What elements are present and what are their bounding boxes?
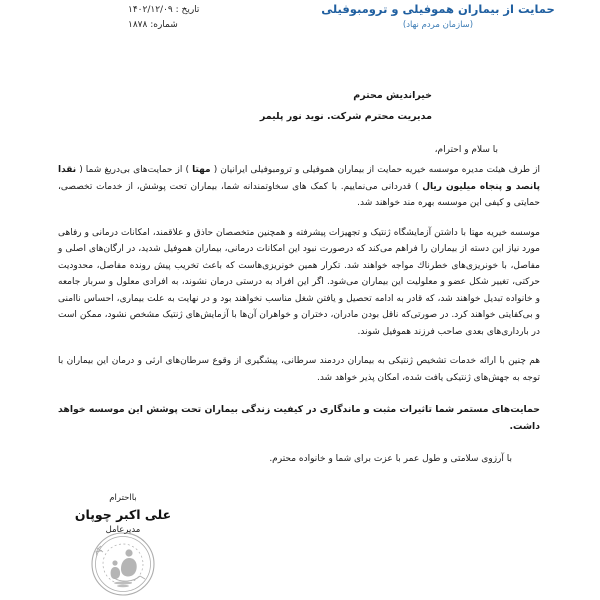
paragraph-one-segment-1: از طرف هیئت مدیره موسسه خیریه حمایت از بیماران هموفیلی و ترومبوفیلی ایرانیان (	[210, 165, 540, 175]
paragraph-three: هم چنین با ارائه خدمات تشخیص ژنتیکی به بیماران دردمند سرطانی، پیشگیری از وقوع سرطان‌های ارثی و درمان این بیماران با توجه به جهش‌های ژنتیکی یافت شده، امکان پذیر خواهد شد.	[58, 356, 540, 383]
highlight-statement: حمایت‌های مستمر شما تاثیرات مثبت و ماندگاری در کیفیت زندگی بیماران تحت پوشش این موسسه خواهد داشت.	[58, 404, 540, 432]
letter-body	[58, 86, 540, 468]
organization-subtitle: (سازمان مردم نهاد)	[402, 20, 474, 30]
signature-role: مدیرعامل	[105, 525, 141, 535]
paragraph-one-segment-2: ) از حمایت‌های بی‌دریغ شما (	[76, 165, 193, 175]
paragraph-one-segment-3: ) قدردانی می‌نماییم. با کمک های سخاوتمندانه شما، بیماران تحت پوشش، از خدمات تخصصی، حمایتی و کیفی این موسسه بهره مند خواهند شد.	[58, 181, 540, 208]
paragraph-two: موسسه خیریه مهتا با داشتن آزمایشگاه ژنتیک و تجهیزات پیشرفته و همچنین متخصصان حاذق و علاقمند، امکانات درمانی و رفاهی مورد نیاز این دسته از بیماران را فراهم می‌کند که درصورت نبود این امکانات درمانی، بیماران هموفیل شدید، در ارگان‌های اصلی و مفاصل، با خونریزی‌های خطرناك مواجه خواهند شد. تکرار همین خونریزی‌هاست که باعث تخریب پیش رونده مفاصل، محدودیت حرکتی، تغییر شکل عضو و معلولیت این بیماران می‌شود. اگر این افراد به درستی درمان نشوند، به افرادی معلول و سربار جامعه و خانواده تبدیل خواهند شد، که قادر به ادامه تحصیل و یافتن شغل مناسب نخواهند بود و در نهایت به علت بیماری، احساس ناامنی و بی‌کفایتی خواهند کرد. در صورتی‌که ناقل بودن مادران، دختران و خواهران آن‌ها با آزمایش‌های ژنتیک مشخص نشود، ممکن است در بارداری‌های بعدی صاحب فرزند هموفیل شوند.	[58, 227, 540, 337]
paragraph-one	[58, 162, 540, 212]
paragraph-one-bold-mahta: مهتا	[192, 165, 211, 175]
addressee-line-1: خیراندیش محترم	[353, 90, 432, 101]
letter-number: شماره: ۱۸۷۸	[128, 20, 178, 30]
signature-regards: بااحترام	[109, 493, 137, 503]
addressee-block	[58, 86, 432, 126]
letter-metadata	[128, 3, 298, 33]
letterhead	[0, 0, 600, 58]
closing-wish: با آرزوی سلامتی و طول عمر با عزت برای شما و خانواده محترم.	[269, 454, 512, 464]
addressee-line-2: مدیریت محترم شرکت. نوید نور پلیمر	[259, 111, 432, 122]
official-stamp-icon	[83, 524, 163, 600]
organization-identity	[282, 2, 594, 32]
organization-title: حمایت از بیماران هموفیلی و ترومبوفیلی	[321, 2, 555, 16]
letter-date: تاریخ : ۱۴۰۲/۱۲/۰۹	[128, 5, 200, 15]
greeting-line: با سلام و احترام،	[434, 145, 498, 155]
signature-name: علی اکبر چوپان	[74, 507, 172, 522]
paragraph-one-bold-amount: نقدا پانصد و پنجاه میلیون ریال	[58, 165, 541, 192]
